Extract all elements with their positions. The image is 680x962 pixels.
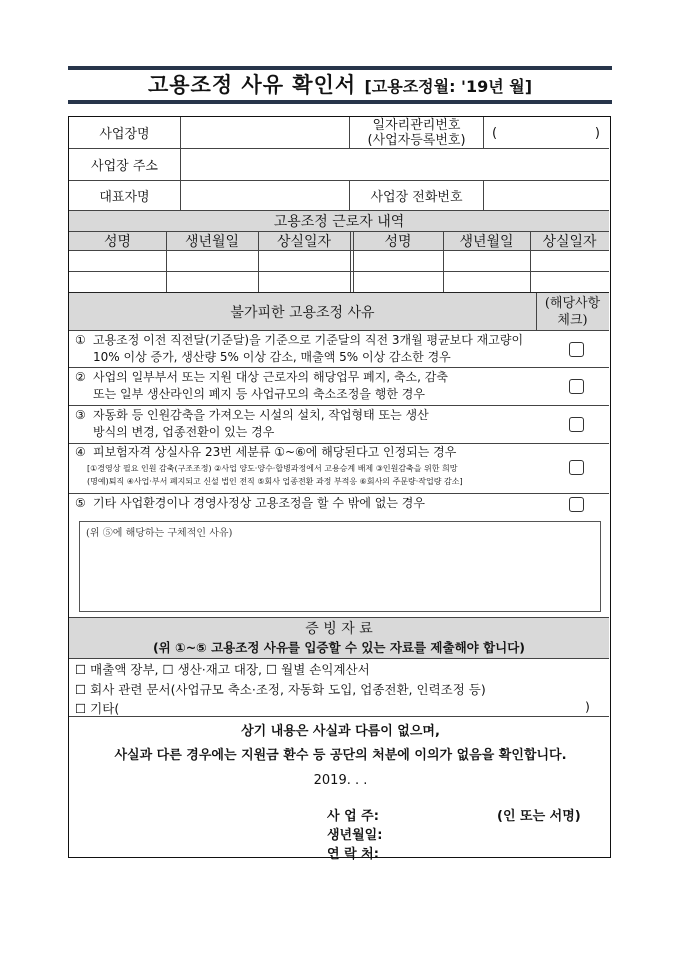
reason-1-line1: 고용조정 이전 직전달(기준달)을 기준으로 기준달의 직전 3개월 평균보다 재고량이 xyxy=(93,333,524,347)
divider xyxy=(69,405,609,406)
reason-3-checkbox[interactable] xyxy=(569,417,584,432)
reason-5-number: ⑤ xyxy=(75,496,86,510)
divider xyxy=(69,716,609,717)
evidence-section-title: 증 빙 자 료 xyxy=(305,621,373,637)
reason-5-line1: 기타 사업환경이나 경영사정상 고용조정을 할 수 밖에 없는 경우 xyxy=(93,496,425,510)
reason-3-line2: 방식의 변경, 업종전환이 있는 경우 xyxy=(93,425,275,439)
reason-2-line1: 사업의 일부부서 또는 지원 대상 근로자의 해당업무 폐지, 축소, 감축 xyxy=(93,370,448,384)
evidence-note: (위 ①~⑤ 고용조정 사유를 입증할 수 있는 자료를 제출해야 합니다) xyxy=(152,640,526,655)
phone-label: 사업장 전화번호 xyxy=(370,189,463,205)
col-loss-date-2: 상실일자 xyxy=(542,233,597,250)
reason-4-line1: 피보험자격 상실사유 23번 세분류 ①~⑥에 해당된다고 인정되는 경우 xyxy=(93,445,457,459)
evidence-line-2[interactable]: ☐ 회사 관련 문서(사업규모 축소·조정, 자동화 도입, 업종전환, 인력조정 등) xyxy=(75,682,486,697)
title-adjust-month: [고용조정월: '19년 월] xyxy=(364,77,533,96)
reason-1-checkbox[interactable] xyxy=(569,342,584,357)
title-bar xyxy=(68,66,612,104)
reg-open-paren: ( xyxy=(492,126,498,141)
address-label: 사업장 주소 xyxy=(91,158,158,174)
reason-1-line2: 10% 이상 증가, 생산량 5% 이상 감소, 매출액 5% 이상 감소한 경우 xyxy=(93,350,451,364)
business-name-field[interactable] xyxy=(181,118,348,147)
reason-3-number: ③ xyxy=(75,408,86,422)
reason-4-checkbox[interactable] xyxy=(569,460,584,475)
evidence-line-3[interactable] xyxy=(75,699,119,717)
title-bottom-rule xyxy=(68,100,612,104)
declaration-line-2: 사실과 다른 경우에는 지원금 환수 등 공단의 처분에 이의가 없음을 확인합니다. xyxy=(114,748,567,763)
confirmation-form xyxy=(68,116,611,862)
declaration-date[interactable]: 2019. . . xyxy=(313,773,368,788)
reason-4-line2: [①경영상 필요 인원 감축(구조조정) ②사업 양도·양수·합병과정에서 고용승계 배제 ③인원감축을 위한 희망 xyxy=(87,464,458,473)
check-header-line1: (해당사항 xyxy=(544,295,601,311)
workers-section-title: 고용조정 근로자 내역 xyxy=(273,214,405,230)
reason-5-detail-caption: (위 ⑤에 해당하는 구체적인 사유) xyxy=(86,528,233,539)
business-reg-label: (사업자등록번호) xyxy=(367,132,466,148)
reason-5-checkbox[interactable] xyxy=(569,497,584,512)
reason-2-checkbox[interactable] xyxy=(569,379,584,394)
worker-name-cell[interactable] xyxy=(70,251,165,271)
seal-label[interactable]: (인 또는 서명) xyxy=(497,809,581,824)
reason-1 xyxy=(75,332,523,366)
reason-5-detail-box[interactable] xyxy=(79,521,601,612)
reg-close-paren: ) xyxy=(594,126,600,141)
address-field[interactable] xyxy=(181,149,608,179)
divider xyxy=(69,330,609,331)
reason-2 xyxy=(75,369,448,403)
declaration-line-1: 상기 내용은 사실과 다름이 없으며, xyxy=(241,724,440,739)
reason-3-line1: 자동화 등 인원감축을 가져오는 시설의 설치, 작업형태 또는 생산 xyxy=(93,408,429,422)
col-birth-1: 생년월일 xyxy=(184,233,240,250)
divider xyxy=(69,658,609,659)
reason-4-number: ④ xyxy=(75,445,86,459)
col-name-2: 성명 xyxy=(384,233,412,250)
reason-5 xyxy=(75,495,425,512)
birth-label: 생년월일: xyxy=(327,828,383,843)
contact-label: 연 락 처: xyxy=(327,847,379,862)
col-birth-2: 생년월일 xyxy=(459,233,514,250)
col-loss-date-1: 상실일자 xyxy=(276,233,332,250)
evidence-other-close: ) xyxy=(585,699,590,714)
ceo-label: 대표자명 xyxy=(99,189,150,205)
divider xyxy=(69,493,609,494)
evidence-other-label: ☐ 기타( xyxy=(75,701,120,716)
col-name-1: 성명 xyxy=(103,233,132,250)
page-title xyxy=(68,70,612,100)
reason-3 xyxy=(75,407,429,441)
divider xyxy=(350,231,351,292)
reason-2-number: ② xyxy=(75,370,86,384)
business-name-label: 사업장명 xyxy=(99,127,150,142)
reason-4 xyxy=(75,444,456,461)
phone-field[interactable] xyxy=(484,181,608,209)
owner-label: 사 업 주: xyxy=(327,809,379,824)
job-id-label xyxy=(350,117,483,148)
reason-4-line3: (명예)퇴직 ④사업·부서 폐지되고 신설 법인 전직 ⑤회사 업종전환 과정 부적응 ⑥회사의 주문량·작업량 감소] xyxy=(87,477,463,486)
check-header xyxy=(536,293,609,330)
check-header-line2: 체크) xyxy=(557,312,588,328)
reason-1-number: ① xyxy=(75,333,86,347)
business-reg-field[interactable] xyxy=(484,118,608,147)
title-main: 고용조정 사유 확인서 xyxy=(147,73,357,97)
reason-2-line2: 또는 일부 생산라인의 폐지 등 사업규모의 축소조정을 행한 경우 xyxy=(93,387,425,401)
ceo-field[interactable] xyxy=(181,181,348,209)
divider xyxy=(69,367,609,368)
evidence-line-1[interactable]: ☐ 매출액 장부, ☐ 생산·재고 대장, ☐ 월별 손익계산서 xyxy=(75,662,370,677)
reasons-section-title: 불가피한 고용조정 사유 xyxy=(230,304,375,321)
worker-name-cell[interactable] xyxy=(70,272,165,292)
job-safety-id-label: 일자리관리번호 xyxy=(372,117,461,133)
reason-4-detail xyxy=(87,462,463,488)
